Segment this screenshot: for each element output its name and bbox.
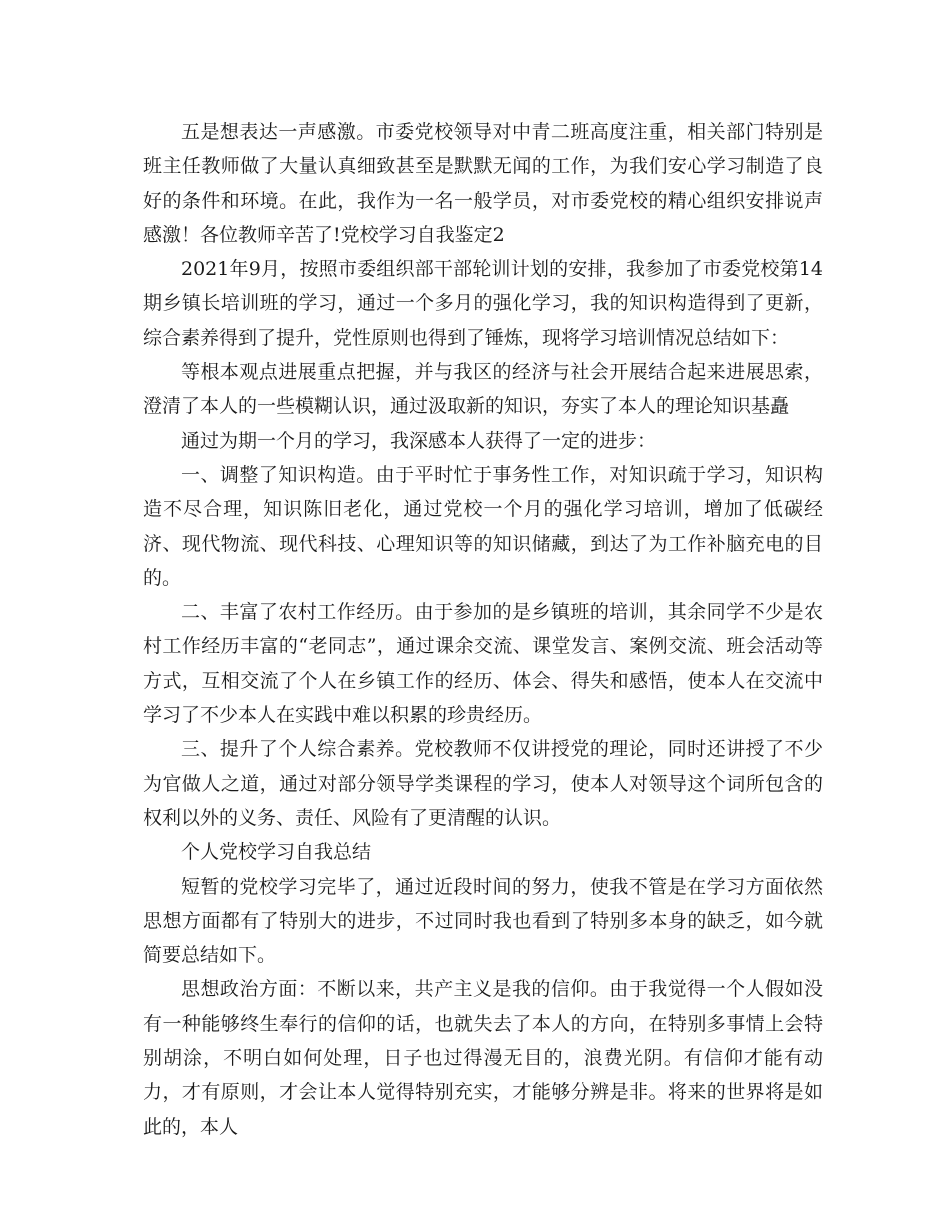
document-body — [143, 115, 823, 1144]
paragraph-summary-intro: 短暂的党校学习完毕了，通过近段时间的努力，使我不管是在学习方面依然思想方面都有了特别大的进步，不过同时我也看到了特别多本身的缺乏，如今就简要总结如下。 — [143, 875, 823, 967]
paragraph-political-thought: 思想政治方面：不断以来，共产主义是我的信仰。由于我觉得一个人假如没有一种能够终生奉行的信仰的话，也就失去了本人的方向，在特别多事情上会特别胡涂，不明白如何处理，日子也过得漫无目的，浪费光阴。有信仰才能有动力，才有原则，才会让本人觉得特别充实，才能够分辨是非。将来的世界将是如此的，本人 — [143, 978, 823, 1138]
paragraph-point-two: 二、丰富了农村工作经历。由于参加的是乡镇班的培训，其余同学不少是农村工作经历丰富的“老同志”，通过课余交流、课堂发言、案例交流、班会活动等方式，互相交流了个人在乡镇工作的经历、体会、得失和感悟，使本人在交流中学习了不少本人在实践中难以积累的珍贵经历。 — [143, 601, 823, 727]
paragraph-point-three: 三、提升了个人综合素养。党校教师不仅讲授党的理论，同时还讲授了不少为官做人之道，通过对部分领导学类课程的学习，使本人对领导这个词所包含的权利以外的义务、责任、风险有了更清醒的认识。 — [143, 738, 823, 829]
paragraph-progress-intro: 通过为期一个月的学习，我深感本人获得了一定的进步： — [181, 429, 657, 452]
paragraph-point-one: 一、调整了知识构造。由于平时忙于事务性工作，对知识疏于学习，知识构造不尽合理，知识陈旧老化，通过党校一个月的强化学习培训，增加了低碳经济、现代物流、现代科技、心理知识等的知识储藏，到达了为工作补脑充电的目的。 — [143, 463, 823, 589]
paragraph-gratitude: 五是想表达一声感激。市委党校领导对中青二班高度注重，相关部门特别是班主任教师做了大量认真细致甚至是默默无闻的工作，为我们安心学习制造了良好的条件和环境。在此，我作为一名一般学员，对市委党校的精心组织安排说声感激！各位教师辛苦了!党校学习自我鉴定2 — [143, 121, 823, 246]
paragraph-theory: 等根本观点进展重点把握，并与我区的经济与社会开展结合起来进展思索，澄清了本人的一些模糊认识，通过汲取新的知识，夯实了本人的理论知识基矗 — [143, 361, 823, 418]
paragraph-training-intro: 2021年9月，按照市委组织部干部轮训计划的安排，我参加了市委党校第14期乡镇长培训班的学习，通过一个多月的强化学习，我的知识构造得到了更新，综合素养得到了提升，党性原则也得到了锤炼，现将学习培训情况总结如下： — [143, 258, 823, 349]
section-heading: 个人党校学习自我总结 — [181, 841, 372, 864]
